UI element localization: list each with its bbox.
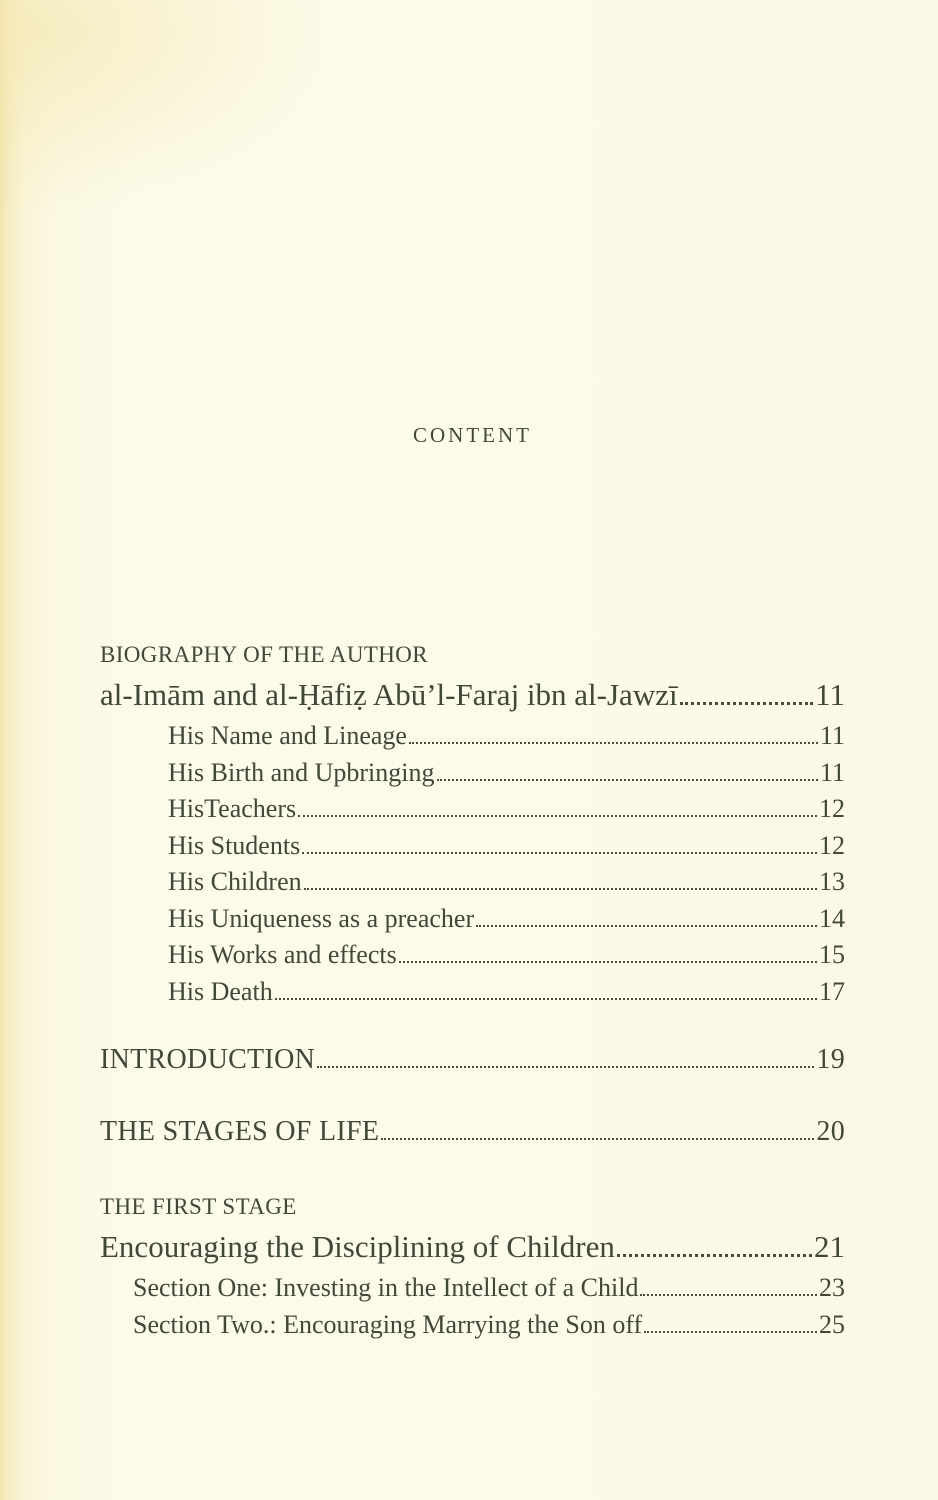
dot-leader [381,1138,814,1140]
dot-leader [640,1294,817,1296]
entry-label: INTRODUCTION [100,1044,316,1075]
toc-entry-encouraging-disciplining [100,1224,845,1270]
heading-label: THE FIRST STAGE [100,1194,297,1219]
page-number: 19 [816,1044,845,1075]
dot-leader [302,852,817,854]
entry-label: al-Imām and al-Ḥāfiẓ Abū’l-Faraj ibn al-Jawzī [100,677,678,712]
page-number: 23 [819,1273,845,1302]
page-number: 17 [819,976,845,1006]
dot-leader [409,742,818,744]
entry-label: His Birth and Upbringing [168,757,435,787]
entry-label: THE STAGES OF LIFE [100,1116,380,1147]
page-number: 12 [819,830,845,860]
dot-leader [680,702,814,705]
page-title: CONTENT [413,423,532,447]
page-number: 15 [819,940,845,969]
toc-heading-first-stage [100,1190,845,1224]
dot-leader [304,888,817,890]
dot-leader [437,779,818,781]
page-number: 21 [814,1229,845,1264]
entry-label: HisTeachers [168,794,297,823]
entry-label: Section One: Investing in the Intellect of a Child [133,1273,639,1302]
toc-entry-name-lineage [100,718,845,755]
page-number: 14 [819,903,845,933]
page-number: 11 [819,721,845,750]
toc-entry-children [100,864,845,901]
page-number: 12 [819,794,845,823]
toc-content [100,0,845,1343]
toc-entry-introduction [100,1040,845,1080]
toc-entry-section-two [100,1307,845,1344]
page-number: 11 [815,677,845,712]
page-number: 11 [819,757,845,787]
heading-label: BIOGRAPHY OF THE AUTHOR [100,642,429,667]
dot-leader [617,1254,812,1257]
dot-leader [476,925,817,927]
toc-entry-uniqueness-preacher [100,901,845,938]
toc-entry-students [100,828,845,865]
entry-label: His Uniqueness as a preacher [168,903,475,933]
entry-label: Encouraging the Disciplining of Children [100,1229,615,1264]
toc-entry-death [100,974,845,1011]
toc-heading-biography [100,638,845,672]
toc-entry-birth-upbringing [100,755,845,792]
entry-label: Section Two.: Encouraging Marrying the Son off [133,1309,643,1339]
page-number: 13 [819,867,845,896]
entry-label: His Name and Lineage [168,721,407,750]
toc-entry-author [100,672,845,718]
toc-entry-stages-of-life [100,1112,845,1152]
dot-leader [275,998,817,1000]
page-number: 20 [816,1116,845,1147]
dot-leader [317,1066,814,1068]
toc-entry-teachers [100,791,845,828]
entry-label: His Works and effects [168,940,397,969]
entry-label: His Death [168,976,273,1006]
toc-entry-section-one [100,1270,845,1307]
toc-entry-works-effects [100,937,845,974]
dot-leader [399,961,817,963]
dot-leader [644,1331,817,1333]
entry-label: His Students [168,830,301,860]
page-number: 25 [819,1309,845,1339]
entry-label: His Children [168,867,302,896]
dot-leader [298,815,817,817]
